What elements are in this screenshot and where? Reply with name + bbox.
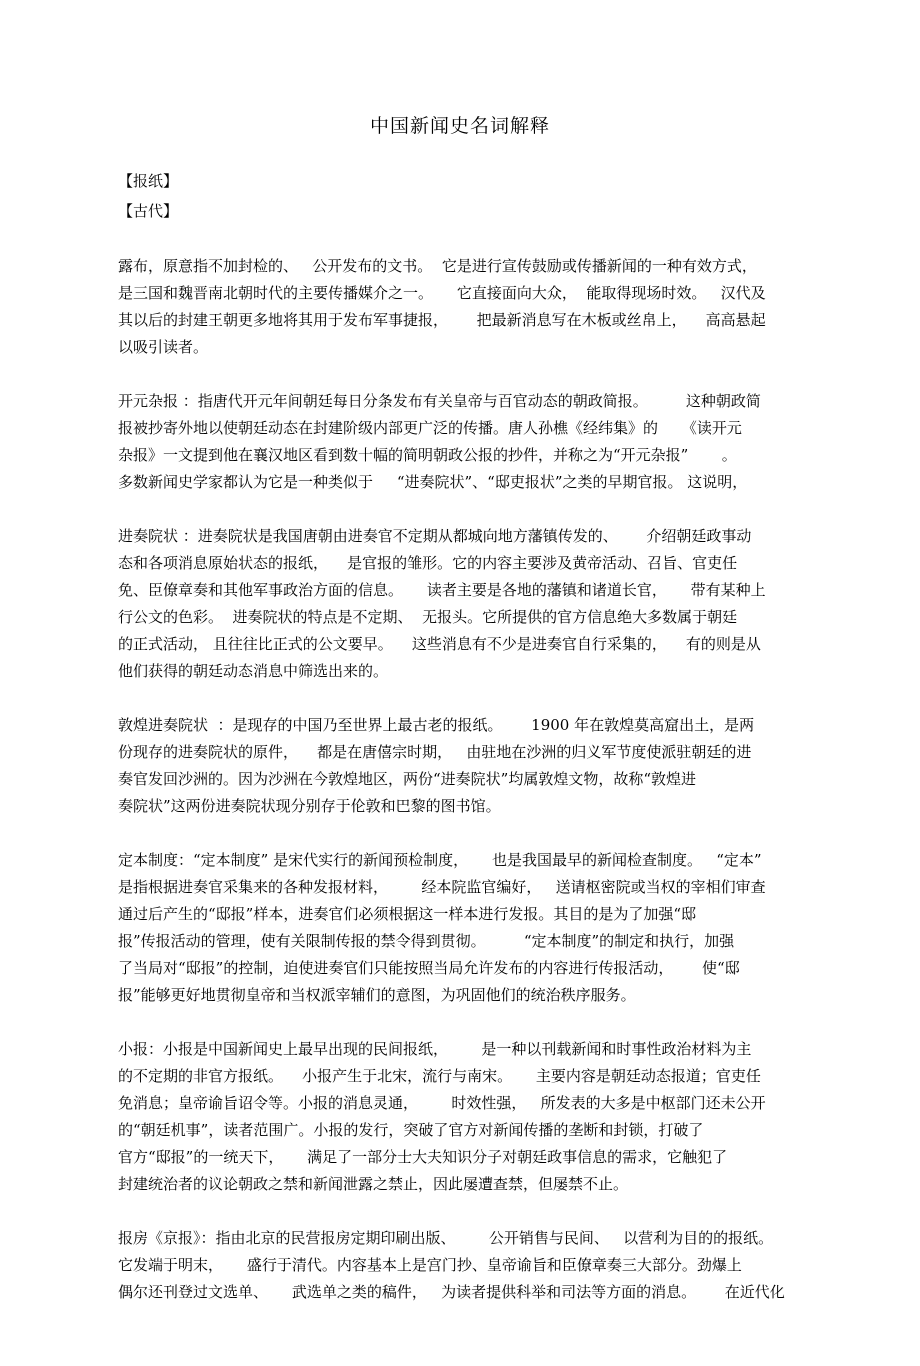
text-line: 份现存的进奏院状的原件， 都是在唐僖宗时期， 由驻地在沙洲的归义军节度使派驻朝廷的进	[118, 743, 752, 761]
text-line: 偶尔还刊登过文选单、 武选单之类的稿件， 为读者提供科举和司法等方面的消息。 在近代化	[118, 1283, 785, 1301]
text-line: 报”传报活动的管理，使有关限制传报的禁令得到贯彻。 “定本制度”的制定和执行，加强	[118, 932, 735, 950]
text-line: 奏官发回沙洲的。因为沙洲在今敦煌地区，两份“进奏院状”均属敦煌文物，故称“敦煌进	[118, 770, 697, 788]
tag-list	[118, 166, 802, 226]
text-line: 通过后产生的“邸报”样本，进奏官们必须根据这一样本进行发报。其目的是为了加强“邸	[118, 905, 697, 923]
text-line: 他们获得的朝廷动态消息中筛选出来的。	[118, 662, 389, 680]
text-line: 进奏院状 ：进奏院状是我国唐朝由进奏官不定期从都城向地方藩镇传发的、 介绍朝廷政事动	[118, 527, 752, 545]
text-line: 免、臣僚章奏和其他军事政治方面的信息。 读者主要是各地的藩镇和诸道长官， 带有某种上	[118, 581, 766, 599]
text-line: 是三国和魏晋南北朝时代的主要传播媒介之一。 它直接面向大众， 能取得现场时效。 汉代及	[118, 284, 766, 302]
text-line: 是指根据进奏官采集来的各种发报材料， 经本院监官编好， 送请枢密院或当权的宰相们审查	[118, 878, 766, 896]
paragraph	[118, 712, 802, 820]
text-line: 的正式活动， 且往往比正式的公文要早。 这些消息有不少是进奏官自行采集的， 有的则是从	[118, 635, 761, 653]
text-line: 的不定期的非官方报纸。 小报产生于北宋，流行与南宋。 主要内容是朝廷动态报道；官吏任	[118, 1067, 761, 1085]
text-line: 其以后的封建王朝更多地将其用于发布军事捷报， 把最新消息写在木板或丝帛上， 高高悬起	[118, 311, 766, 329]
text-line: 奏院状”这两份进奏院状现分别存于伦敦和巴黎的图书馆。	[118, 797, 501, 815]
text-line: 杂报》一文提到他在襄汉地区看到数十幅的简明朝政公报的抄件，并称之为“开元杂报” 。	[118, 446, 737, 464]
document-title: 中国新闻史名词解释	[369, 115, 550, 137]
text-line: 封建统治者的议论朝政之禁和新闻泄露之禁止，因此屡遭查禁，但屡禁不止。	[118, 1175, 629, 1193]
text-line: 露布，原意指不加封检的、 公开发布的文书。 它是进行宣传鼓励或传播新闻的一种有效方式，	[118, 257, 757, 275]
text-line: 多数新闻史学家都认为它是一种类似于 “进奏院状”、“邸吏报状”之类的早期官报。 这说明，	[118, 473, 748, 491]
paragraph	[118, 253, 802, 361]
tag-line: 【报纸】	[118, 172, 179, 190]
text-line: 报”能够更好地贯彻皇帝和当权派宰辅们的意图，为巩固他们的统治秩序服务。	[118, 986, 636, 1004]
paragraph	[118, 1225, 802, 1306]
text-line: 它发端于明末， 盛行于清代。内容基本上是宫门抄、皇帝谕旨和臣僚章奏三大部分。劲爆上	[118, 1256, 742, 1274]
text-line: 敦煌进奏院状 ：是现存的中国乃至世界上最古老的报纸。 1900 年在敦煌莫高窟出土，是两	[118, 716, 755, 734]
text-line: 态和各项消息原始状态的报纸， 是官报的雏形。它的内容主要涉及黄帝活动、召旨、官吏任	[118, 554, 738, 572]
paragraph	[118, 523, 802, 685]
paragraph	[118, 388, 802, 496]
text-line: 定本制度：“定本制度” 是宋代实行的新闻预检制度， 也是我国最早的新闻检查制度。 “定本”	[118, 851, 762, 869]
paragraph	[118, 847, 802, 1009]
document-body	[118, 253, 802, 1306]
text-line: 报被抄寄外地以使朝廷动态在封建阶级内部更广泛的传播。唐人孙樵《经纬集》的 《读开元	[118, 419, 742, 437]
text-line: 以吸引读者。	[118, 338, 209, 356]
text-line: 了当局对“邸报”的控制，迫使进奏官们只能按照当局允许发布的内容进行传报活动， 使“邸	[118, 959, 740, 977]
paragraph	[118, 1036, 802, 1198]
text-line: 官方“邸报”的一统天下， 满足了一部分士大夫知识分子对朝廷政事信息的需求，它触犯了	[118, 1148, 728, 1166]
tag-line: 【古代】	[118, 202, 179, 220]
text-line: 开元杂报 ：指唐代开元年间朝廷每日分条发布有关皇帝与百官动态的朝政简报。 这种朝政简	[118, 392, 761, 410]
text-line: 行公文的色彩。 进奏院状的特点是不定期、 无报头。它所提供的官方信息绝大多数属于朝廷	[118, 608, 738, 626]
text-line: 的“朝廷机事”，读者范围广。小报的发行，突破了官方对新闻传播的垄断和封锁，打破了	[118, 1121, 704, 1139]
text-line: 报房《京报》：指由北京的民营报房定期印刷出版、 公开销售与民间、 以营利为目的的报纸。	[118, 1229, 774, 1247]
text-line: 小报：小报是中国新闻史上最早出现的民间报纸， 是一种以刊载新闻和时事性政治材料为主	[118, 1040, 752, 1058]
text-line: 免消息；皇帝谕旨诏令等。小报的消息灵通， 时效性强， 所发表的大多是中枢部门还未公开	[118, 1094, 766, 1112]
